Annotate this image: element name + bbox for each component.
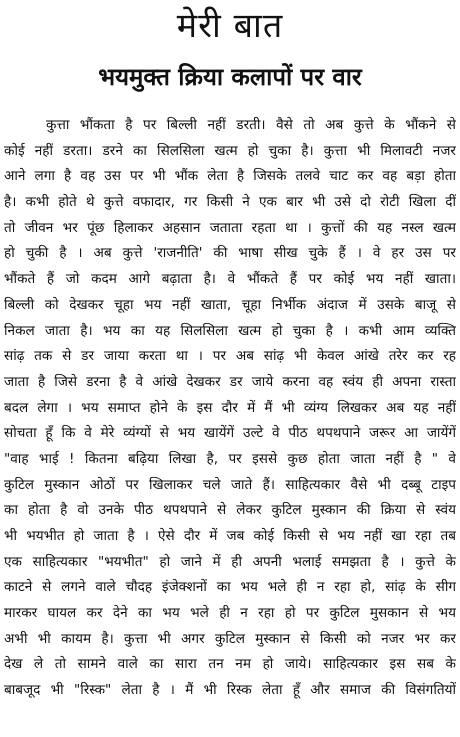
article-body xyxy=(4,113,456,704)
body-line: सांढ़ तक से डर जाया करता था । पर अब सांढ़ भी केवल आंखे तरेर कर रह xyxy=(4,348,456,365)
body-line: का होता है वो उनके पीठ थपथपाने से लेकर कुटिल मुस्कान की क्रिया से स्वंय xyxy=(4,502,456,519)
body-line: बदल लेगा । भय समाप्त होने के इस दौर में मैं भी व्यंग्य लिखकर अब यह नहीं xyxy=(4,399,456,416)
body-line: बाबजूद भी "रिस्क" लेता है । मैं भी रिस्क लेता हूँ और समाज की विसंगतियों xyxy=(4,682,456,699)
body-line: काटने से लगने वाले चौदह इंजेक्शनों का भय भले ही न रहा हो, सांढ़ के सीग xyxy=(4,579,456,596)
body-line: है। कभी होते थे कुत्ते वफादार, गर किसी ने एक बार भी उसे दो रोटी खिला दीं xyxy=(4,194,456,211)
body-line: हो चुकी है । अब कुत्ते 'राजनीति' की भाषा सीख चुके हैं । वे हर उस पर xyxy=(4,245,456,262)
body-line: आने लगा है वह उस पर भी भौंक लेता है जिसके तलवे चाट कर वह बड़ा होता xyxy=(4,168,456,185)
body-line: मारकर घायल कर देने का भय भले ही न रहा हो पर कुटिल मुसकान से भय xyxy=(4,605,456,622)
body-line: कुटिल मुस्कान ओठों पर खिलाकर चले जाते हैं। साहित्यकार वैसे भी दब्बू टाइप xyxy=(4,476,456,493)
body-line: देख ले तो सामने वाले का सारा तन नम हो जाये। साहित्यकार इस सब के xyxy=(4,656,456,673)
body-line: "वाह भाई ! कितना बढ़िया लिखा है, पर इससे कुछ होता जाता नहीं है " वे xyxy=(4,450,456,467)
page-title: मेरी बात xyxy=(176,6,284,46)
body-line: भी भयभीत हो जाता है । ऐसे दौर में जब कोई किसी से भय नहीं खा रहा तब xyxy=(4,528,456,544)
body-line: तो जीवन भर पूंछ हिलाकर अहसान जताता रहता था । कुत्तों की यह नस्ल खत्म xyxy=(4,219,456,236)
body-line: अभी भी कायम है। कुत्ता भी अगर कुटिल मुस्कान से किसी को नजर भर कर xyxy=(4,630,456,647)
body-line: सोचता हूँ कि वे मेरे व्यंग्यों से भय खायेंगें उल्टे वे पीठ थपथपाने जरूर आ जायेंगें xyxy=(4,425,456,442)
body-line: एक साहित्यकार "भयभीत" हो जाने में ही अपनी भलाई समझता है । कुत्ते के xyxy=(4,553,456,570)
body-line: भौंकते हैं जो कदम आगे बढ़ाता है। वे भौंकते हैं पर कोई भय नहीं खाता। xyxy=(4,271,456,288)
body-line: जाता है जिसे डरना है वे आंखे देखकर डर जाये करना वह स्वंय ही अपना रास्ता xyxy=(4,373,456,390)
body-line: निकल जाता है। भय का यह सिलसिला खत्म हो चुका है । कभी आम व्यक्ति xyxy=(4,322,456,339)
article-subtitle: भयमुक्त क्रिया कलापों पर वार xyxy=(98,63,362,91)
body-line: कुत्ता भौंकता है पर बिल्ली नहीं डरती। वैसे तो अब कुत्ते के भौंकने से xyxy=(46,117,456,133)
body-line: कोई नहीं डरता। डरने का सिलसिला खत्म हो चुका है। कुत्ता भी मिलावटी नजर xyxy=(4,142,456,159)
body-line: बिल्ली को देखकर चूहा भय नहीं खाता, चूहा निर्भीक अंदाज में उसके बाजू से xyxy=(4,296,456,313)
